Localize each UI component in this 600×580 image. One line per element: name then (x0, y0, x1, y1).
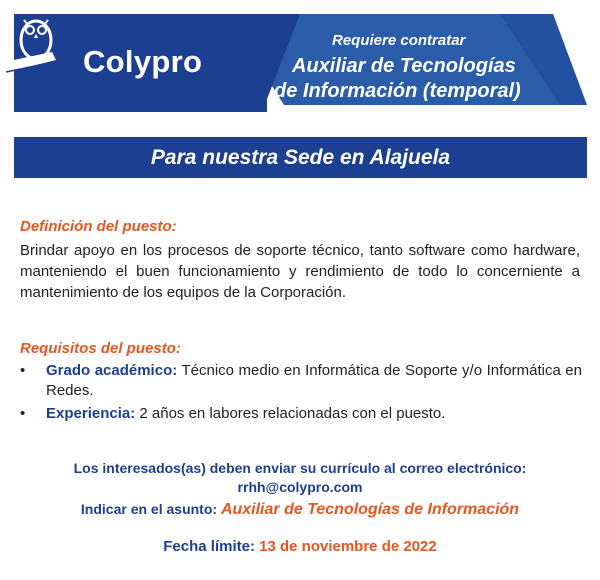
contact-email[interactable]: rrhh@colypro.com (237, 479, 363, 495)
requirements-title: Requisitos del puesto: (20, 340, 181, 357)
location-banner: Para nuestra Sede en Alajuela (14, 137, 587, 178)
bullet-icon: • (20, 362, 26, 379)
requirements-list (20, 361, 582, 424)
contact-line: Los interesados(as) deben enviar su currículo al correo electrónico: (73, 460, 527, 476)
list-item (20, 361, 582, 401)
owl-logo-icon (0, 0, 60, 80)
requirement-label: Grado académico: (46, 362, 178, 379)
deadline-value: 13 de noviembre de 2022 (259, 538, 437, 555)
requirement-text: Técnico medio en Informática de Soporte y/o Informática en Redes. (46, 362, 582, 399)
definition-text: Brindar apoyo en los procesos de soporte técnico, tanto software como hardware, manteniendo el buen funcionamiento y rendimiento de todo lo concerniente a mantenimiento de los equipos de la Corporación. (20, 242, 580, 301)
bullet-icon: • (20, 405, 26, 422)
header-line-position-2: de Información (temporal) (274, 80, 521, 102)
subject-value: Auxiliar de Tecnologías de Información (220, 501, 520, 518)
brand-name: Colypro (83, 44, 203, 79)
subject-line (0, 501, 600, 519)
deadline-label: Fecha límite: (163, 538, 255, 555)
definition-title: Definición del puesto: (20, 218, 177, 235)
requirement-label: Experiencia: (46, 405, 136, 422)
header-line-require: Requiere contratar (332, 32, 466, 49)
header-line-position-1: Auxiliar de Tecnologías (292, 55, 516, 77)
list-item (20, 404, 582, 424)
header (0, 0, 600, 120)
subject-label: Indicar en el asunto: (80, 501, 218, 517)
requirement-text: 2 años en labores relacionadas con el puesto. (135, 405, 446, 422)
deadline-line (0, 538, 600, 555)
